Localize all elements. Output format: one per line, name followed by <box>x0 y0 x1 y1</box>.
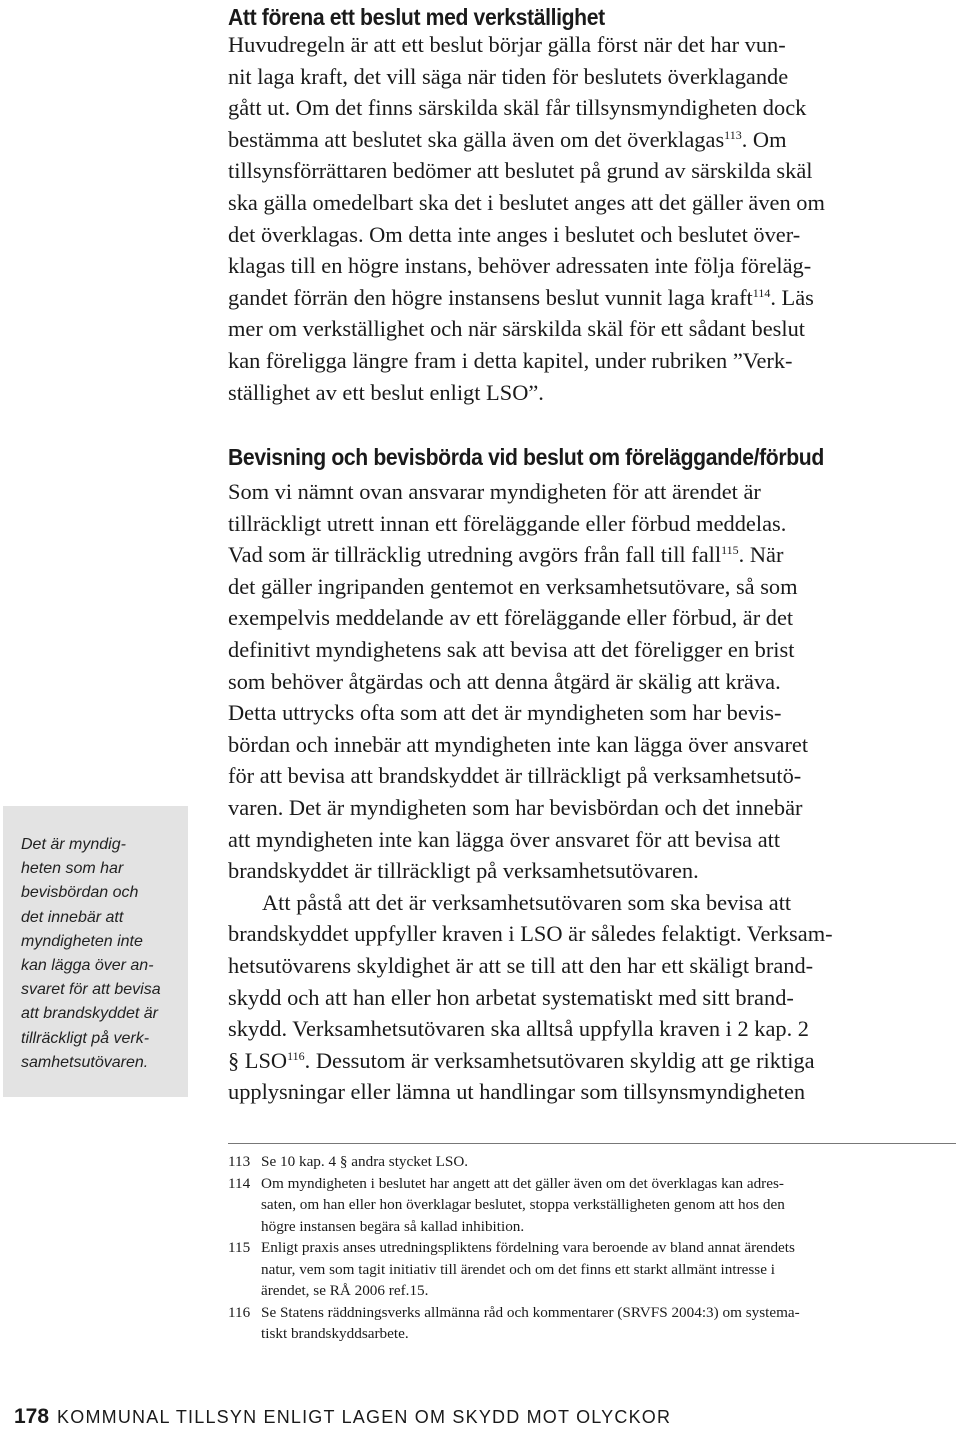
text-line: saten, om han eller hon överklagar beslutet, stoppa verkställigheten genom att hos den <box>261 1196 785 1213</box>
text-line: bestämma att beslutet ska gälla även om det överklagas <box>228 126 725 152</box>
text-line: . Läs <box>770 284 814 310</box>
text-line: Vad som är tillräcklig utredning avgörs från fall till fall <box>228 542 722 568</box>
text-line: som behöver åtgärdas och att denna åtgärd är skälig att kräva. <box>228 668 781 694</box>
page-footer <box>14 1405 671 1429</box>
text-line: gandet förrän den högre instansens beslut vunnit laga kraft <box>228 284 753 310</box>
footnote-number: 115 <box>228 1239 251 1256</box>
footnote-text <box>261 1173 956 1238</box>
text-line: ärendet, se RÅ 2006 ref.15. <box>261 1282 429 1299</box>
text-line: skydd. Verksamhetsutövaren ska alltså uppfylla kraven i 2 kap. 2 <box>228 1016 809 1042</box>
body-paragraph <box>228 29 956 408</box>
running-title: KOMMUNAL TILLSYN ENLIGT LAGEN OM SKYDD MOT OLYCKOR <box>57 1407 672 1427</box>
text-line: heten som har <box>21 860 124 878</box>
footnote-number: 114 <box>228 1174 251 1192</box>
text-line: exempelvis meddelande av ett föreläggande eller förbud, är det <box>228 605 794 631</box>
footnote-number: 116 <box>228 1303 251 1321</box>
text-line: ställighet av ett beslut enligt LSO”. <box>228 379 544 405</box>
text-line: tiskt brandskyddsarbete. <box>261 1325 409 1342</box>
footnote <box>228 1302 956 1345</box>
text-line: . Dessutom är verksamhetsutövaren skyldig att ge riktiga <box>304 1047 815 1073</box>
text-line: Att påstå att det är verksamhetsutövaren som ska bevisa att <box>262 889 792 915</box>
text-line: Det är myndig- <box>21 836 126 853</box>
footnote-text <box>261 1151 956 1173</box>
body-paragraph <box>228 887 956 1108</box>
text-line: upplysningar eller lämna ut handlingar som tillsynsmyndigheten <box>228 1079 806 1105</box>
text-line: Se Statens räddningsverks allmänna råd och kommentarer (SRVFS 2004:3) om systema- <box>261 1303 800 1321</box>
text-line: nit laga kraft, det vill säga när tiden för beslutets överklagande <box>228 63 789 89</box>
text-line: § LSO <box>228 1047 288 1073</box>
text-line: . När <box>738 542 784 568</box>
footnote-divider <box>228 1143 956 1144</box>
footnote-ref: 114 <box>752 285 771 300</box>
text-line: varen. Det är myndigheten som har bevisbördan och det innebär <box>228 794 803 820</box>
text-line: myndigheten inte <box>21 932 143 950</box>
text-line: kan lägga över an- <box>21 957 154 975</box>
text-line: det överklagas. Om detta inte anges i beslutet och beslutet över- <box>228 221 801 247</box>
text-line: skydd och att han eller hon arbetat systematiskt med sitt brand- <box>228 984 794 1010</box>
text-line: tillräckligt utrett innan ett föreläggande eller förbud meddelas. <box>228 510 787 536</box>
text-line: svaret för att bevisa <box>21 981 161 999</box>
text-line: klagas till en högre instans, behöver adressaten inte följa föreläg- <box>228 253 812 279</box>
text-line: att brandskyddet är <box>21 1005 158 1023</box>
footnotes <box>228 1151 956 1345</box>
body-paragraph <box>228 476 956 887</box>
text-line: gått ut. Om det finns särskilda skäl får tillsynsmyndigheten dock <box>228 95 807 121</box>
text-line: brandskyddet uppfyller kraven i LSO är således felaktigt. Verksam- <box>228 921 833 947</box>
footnote-number: 113 <box>228 1153 251 1170</box>
text-line: högre instansen begära så kallad inhibition. <box>261 1217 525 1235</box>
text-line: att myndigheten inte kan lägga över ansvaret för att bevisa att <box>228 826 781 852</box>
text-line: bördan och innebär att myndigheten inte kan lägga över ansvaret <box>228 731 809 757</box>
text-line: Se 10 kap. 4 § andra stycket LSO. <box>261 1153 469 1170</box>
text-line: det innebär att <box>21 908 124 926</box>
text-line: Detta uttrycks ofta som att det är myndigheten som har bevis- <box>228 700 782 726</box>
section-heading: Bevisning och bevisbörda vid beslut om föreläggande/förbud <box>228 444 824 470</box>
footnote-ref: 115 <box>721 543 739 558</box>
footnote-ref: 113 <box>724 127 742 142</box>
text-line: tillräckligt på verk- <box>21 1029 150 1047</box>
text-line: Enligt praxis anses utredningspliktens fördelning vara beroende av bland annat ärendets <box>261 1239 795 1256</box>
footnote <box>228 1173 956 1238</box>
margin-note-text <box>21 833 176 1075</box>
text-line: Huvudregeln är att ett beslut börjar gälla först när det har vun- <box>228 32 786 57</box>
text-line: mer om verkställighet och när särskilda skäl för ett sådant beslut <box>228 316 806 342</box>
text-line: Om myndigheten i beslutet har angett att det gäller även om det överklagas kan adres- <box>261 1174 784 1192</box>
footnote <box>228 1237 956 1302</box>
text-line: . Om <box>741 126 787 152</box>
section-heading: Att förena ett beslut med verkställighet <box>228 4 605 30</box>
text-line: brandskyddet är tillräckligt på verksamhetsutövaren. <box>228 858 699 884</box>
footnote-text <box>261 1302 956 1345</box>
text-line: kan föreligga längre fram i detta kapitel, under rubriken ”Verk- <box>228 347 793 373</box>
text-line: hetsutövarens skyldighet är att se till att den har ett skäligt brand- <box>228 952 814 978</box>
text-line: definitivt myndighetens sak att bevisa att det föreligger en brist <box>228 636 795 662</box>
text-line: det gäller ingripanden gentemot en verksamhetsutövare, så som <box>228 573 798 599</box>
text-line: tillsynsförrättaren bedömer att beslutet på grund av särskilda skäl <box>228 158 813 184</box>
footnote-ref: 116 <box>287 1048 305 1063</box>
text-line: ska gälla omedelbart ska det i beslutet anges att det gäller även om <box>228 189 825 215</box>
text-line: natur, vem som tagit initiativ till ärendet och om det finns ett starkt allmänt intresse i <box>261 1260 775 1278</box>
text-line: Som vi nämnt ovan ansvarar myndigheten för att ärendet är <box>228 479 761 504</box>
text-line: samhetsutövaren. <box>21 1053 149 1071</box>
footnote-text <box>261 1237 956 1302</box>
text-line: bevisbördan och <box>21 884 139 902</box>
text-line: för att bevisa att brandskyddet är tillräckligt på verksamhetsutö- <box>228 763 802 789</box>
page-number: 178 <box>14 1405 50 1428</box>
footnote <box>228 1151 956 1173</box>
margin-note-box <box>3 806 188 1097</box>
section-body <box>228 476 956 1108</box>
